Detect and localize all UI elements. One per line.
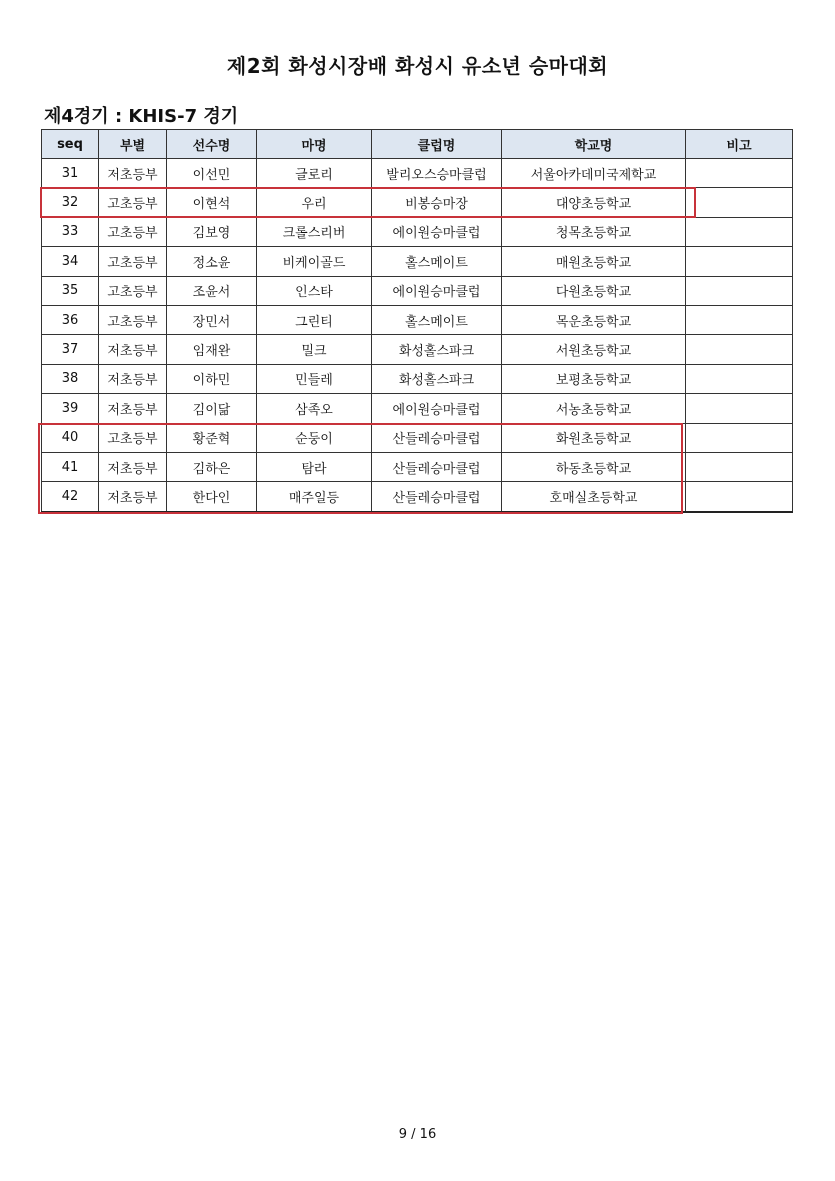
cell-rider-name: 이하민	[167, 364, 257, 393]
cell-remarks	[686, 364, 793, 393]
cell-remarks	[686, 276, 793, 305]
header-seq: seq	[42, 130, 99, 159]
cell-rider-name: 이선민	[167, 159, 257, 188]
cell-division: 저초등부	[99, 364, 167, 393]
cell-club-name: 에이원승마클럽	[372, 394, 502, 423]
cell-seq: 38	[42, 364, 99, 393]
table-row	[42, 364, 793, 393]
cell-school-name: 서원초등학교	[502, 335, 686, 364]
cell-club-name: 홀스메이트	[372, 247, 502, 276]
cell-club-name: 홀스메이트	[372, 305, 502, 334]
cell-school-name: 목운초등학교	[502, 305, 686, 334]
cell-seq: 35	[42, 276, 99, 305]
cell-school-name: 서울아카데미국제학교	[502, 159, 686, 188]
cell-division: 저초등부	[99, 394, 167, 423]
cell-division: 저초등부	[99, 452, 167, 481]
cell-division: 저초등부	[99, 335, 167, 364]
cell-school-name: 화원초등학교	[502, 423, 686, 452]
table-row	[42, 276, 793, 305]
header-division: 부별	[99, 130, 167, 159]
cell-remarks	[686, 423, 793, 452]
cell-school-name: 호매실초등학교	[502, 482, 686, 512]
cell-horse-name: 우리	[257, 188, 372, 217]
cell-club-name: 산들레승마클럽	[372, 452, 502, 481]
table-row	[42, 335, 793, 364]
cell-rider-name: 장민서	[167, 305, 257, 334]
cell-division: 고초등부	[99, 305, 167, 334]
cell-school-name: 다원초등학교	[502, 276, 686, 305]
cell-division: 저초등부	[99, 482, 167, 512]
table-header-row	[42, 130, 793, 159]
cell-rider-name: 김하은	[167, 452, 257, 481]
document-title: 제2회 화성시장배 화성시 유소년 승마대회	[226, 54, 609, 78]
header-remarks: 비고	[686, 130, 793, 159]
cell-club-name: 발리오스승마클럽	[372, 159, 502, 188]
cell-division: 고초등부	[99, 217, 167, 246]
cell-club-name: 에이원승마클럽	[372, 276, 502, 305]
cell-club-name: 산들레승마클럽	[372, 423, 502, 452]
table-row	[42, 423, 793, 452]
cell-school-name: 매원초등학교	[502, 247, 686, 276]
cell-horse-name: 크롤스리버	[257, 217, 372, 246]
cell-horse-name: 그린티	[257, 305, 372, 334]
cell-rider-name: 황준혁	[167, 423, 257, 452]
cell-horse-name: 비케이골드	[257, 247, 372, 276]
table-row	[42, 217, 793, 246]
cell-division: 고초등부	[99, 188, 167, 217]
cell-remarks	[686, 482, 793, 512]
table-row	[42, 159, 793, 188]
cell-school-name: 보평초등학교	[502, 364, 686, 393]
cell-rider-name: 조윤서	[167, 276, 257, 305]
cell-rider-name: 한다인	[167, 482, 257, 512]
header-school-name: 학교명	[502, 130, 686, 159]
table-row	[42, 482, 793, 512]
cell-school-name: 청목초등학교	[502, 217, 686, 246]
cell-seq: 41	[42, 452, 99, 481]
entries-table	[41, 129, 793, 513]
cell-school-name: 서농초등학교	[502, 394, 686, 423]
section-title: 제4경기 : KHIS-7 경기	[44, 106, 239, 127]
cell-seq: 36	[42, 305, 99, 334]
cell-horse-name: 밀크	[257, 335, 372, 364]
cell-remarks	[686, 452, 793, 481]
cell-remarks	[686, 217, 793, 246]
cell-seq: 33	[42, 217, 99, 246]
cell-remarks	[686, 394, 793, 423]
table-row	[42, 305, 793, 334]
cell-remarks	[686, 188, 793, 217]
table-row	[42, 452, 793, 481]
cell-school-name: 하동초등학교	[502, 452, 686, 481]
cell-seq: 31	[42, 159, 99, 188]
cell-seq: 39	[42, 394, 99, 423]
cell-division: 저초등부	[99, 159, 167, 188]
cell-seq: 40	[42, 423, 99, 452]
cell-remarks	[686, 247, 793, 276]
cell-horse-name: 매주일등	[257, 482, 372, 512]
cell-horse-name: 탐라	[257, 452, 372, 481]
header-club-name: 클럽명	[372, 130, 502, 159]
cell-club-name: 화성홀스파크	[372, 364, 502, 393]
cell-division: 고초등부	[99, 423, 167, 452]
cell-rider-name: 정소윤	[167, 247, 257, 276]
cell-remarks	[686, 159, 793, 188]
cell-rider-name: 김이닮	[167, 394, 257, 423]
cell-club-name: 화성홀스파크	[372, 335, 502, 364]
cell-seq: 34	[42, 247, 99, 276]
cell-seq: 42	[42, 482, 99, 512]
cell-rider-name: 임재완	[167, 335, 257, 364]
cell-club-name: 에이원승마클럽	[372, 217, 502, 246]
cell-remarks	[686, 335, 793, 364]
cell-horse-name: 인스타	[257, 276, 372, 305]
cell-club-name: 산들레승마클럽	[372, 482, 502, 512]
cell-horse-name: 민들레	[257, 364, 372, 393]
table-row	[42, 394, 793, 423]
cell-division: 고초등부	[99, 247, 167, 276]
cell-seq: 37	[42, 335, 99, 364]
cell-seq: 32	[42, 188, 99, 217]
page-number: 9 / 16	[398, 1127, 437, 1142]
table-row	[42, 247, 793, 276]
cell-division: 고초등부	[99, 276, 167, 305]
table-row	[42, 188, 793, 217]
cell-rider-name: 이현석	[167, 188, 257, 217]
header-rider-name: 선수명	[167, 130, 257, 159]
cell-horse-name: 글로리	[257, 159, 372, 188]
cell-rider-name: 김보영	[167, 217, 257, 246]
header-horse-name: 마명	[257, 130, 372, 159]
cell-school-name: 대양초등학교	[502, 188, 686, 217]
cell-remarks	[686, 305, 793, 334]
cell-horse-name: 순둥이	[257, 423, 372, 452]
cell-horse-name: 삼족오	[257, 394, 372, 423]
cell-club-name: 비봉승마장	[372, 188, 502, 217]
